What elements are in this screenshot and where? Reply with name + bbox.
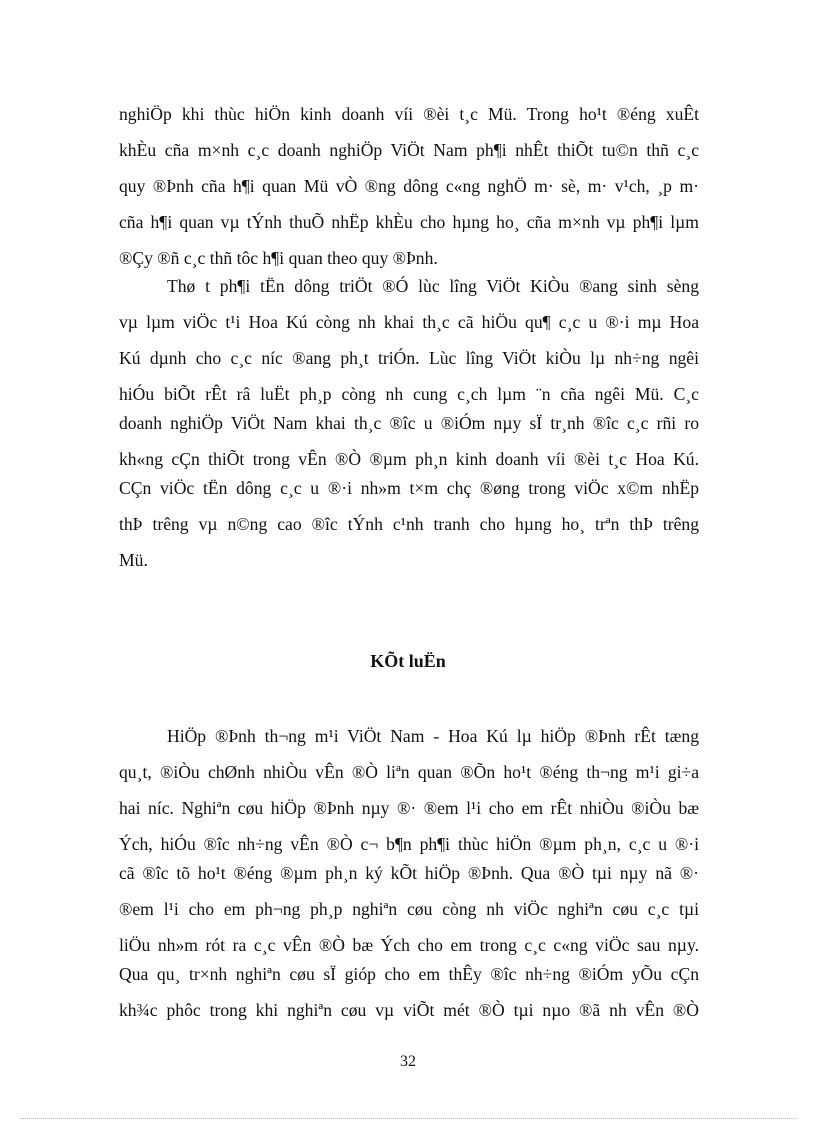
page-number: 32 bbox=[400, 1053, 416, 1070]
body-text-line: Mü. bbox=[119, 550, 148, 570]
body-text-line: cña h¶i quan vµ tÝnh thuÕ nhËp khÈu cho hµng ho¸ cña m×nh vµ ph¶i lµm bbox=[119, 212, 699, 232]
body-text-line: khÈu cña m×nh c¸c doanh nghiÖp ViÖt Nam ph¶i nhÊt thiÕt tu©n thñ c¸c bbox=[119, 140, 699, 160]
body-text-line: Kú dµnh cho c¸c níc ®ang ph¸t triÓn. Lùc lîng ViÖt kiÒu lµ nh÷ng ngêi bbox=[119, 348, 699, 368]
body-text-line: doanh nghiÖp ViÖt Nam khai th¸c ®îc u ®iÓm nµy sÏ tr¸nh ®îc c¸c rñi ro bbox=[119, 413, 699, 433]
body-text-line: quy ®Þnh cña h¶i quan Mü vÒ ®ng dông c«ng nghÖ m· sè, m· v¹ch, ¸p m· bbox=[119, 176, 699, 196]
page-bottom-border bbox=[20, 1118, 796, 1119]
body-text-line: Thø t ph¶i tËn dông triÖt ®Ó lùc lîng ViÖt KiÒu ®ang sinh sèng bbox=[167, 276, 699, 296]
body-text-line: nghiÖp khi thùc hiÖn kinh doanh víi ®èi t¸c Mü. Trong ho¹t ®éng xuÊt bbox=[119, 104, 699, 124]
section-heading: KÕt luËn bbox=[370, 651, 446, 671]
body-text-line: hiÓu biÕt rÊt râ luËt ph¸p còng nh cung c¸ch lµm ¨n cña ngêi Mü. C¸c bbox=[119, 384, 699, 404]
body-text-line: hai níc. Nghiªn cøu hiÖp ®Þnh nµy ®· ®em l¹i cho em rÊt nhiÒu ®iÒu bæ bbox=[119, 798, 699, 818]
body-text-line: ®Çy ®ñ c¸c thñ tôc h¶i quan theo quy ®Þnh. bbox=[119, 248, 438, 268]
body-text-line: ®em l¹i cho em ph¬ng ph¸p nghiªn cøu còng nh viÖc nghiªn cøu c¸c tµi bbox=[119, 899, 699, 919]
body-text-line: vµ lµm viÖc t¹i Hoa Kú còng nh khai th¸c cã hiÖu qu¶ c¸c u ®·i mµ Hoa bbox=[119, 312, 699, 332]
body-text-line: Ých, hiÓu ®îc nh÷ng vÊn ®Ò c¬ b¶n ph¶i thùc hiÖn ®µm ph¸n, c¸c u ®·i bbox=[119, 834, 699, 854]
body-text-line: cã ®îc tõ ho¹t ®éng ®µm ph¸n ký kÕt hiÖp ®Þnh. Qua ®Ò tµi nµy nã ®· bbox=[119, 863, 699, 883]
body-text-line: Qua qu¸ tr×nh nghiªn cøu sÏ gióp cho em thÊy ®îc nh÷ng ®iÓm yÕu cÇn bbox=[119, 964, 699, 984]
body-text-line: kh¾c phôc trong khi nghiªn cøu vµ viÕt mét ®Ò tµi nµo ®ã nh vÊn ®Ò bbox=[119, 1000, 699, 1020]
body-text-line: thÞ trêng vµ n©ng cao ®îc tÝnh c¹nh tranh cho hµng ho¸ trªn thÞ trêng bbox=[119, 514, 699, 534]
body-text-line: HiÖp ®Þnh th¬ng m¹i ViÖt Nam - Hoa Kú lµ hiÖp ®Þnh rÊt tæng bbox=[167, 726, 699, 746]
body-text-line: CÇn viÖc tËn dông c¸c u ®·i nh»m t×m chç ®øng trong viÖc x©m nhËp bbox=[119, 478, 699, 498]
body-text-line: qu¸t, ®iÒu chØnh nhiÒu vÊn ®Ò liªn quan ®Õn ho¹t ®éng th¬ng m¹i gi÷a bbox=[119, 762, 699, 782]
body-text-line: liÖu nh»m rót ra c¸c vÊn ®Ò bæ Ých cho em trong c¸c c«ng viÖc sau nµy. bbox=[119, 935, 699, 955]
body-text-line: kh«ng cÇn thiÕt trong vÊn ®Ò ®µm ph¸n kinh doanh víi ®èi t¸c Hoa Kú. bbox=[119, 449, 699, 469]
